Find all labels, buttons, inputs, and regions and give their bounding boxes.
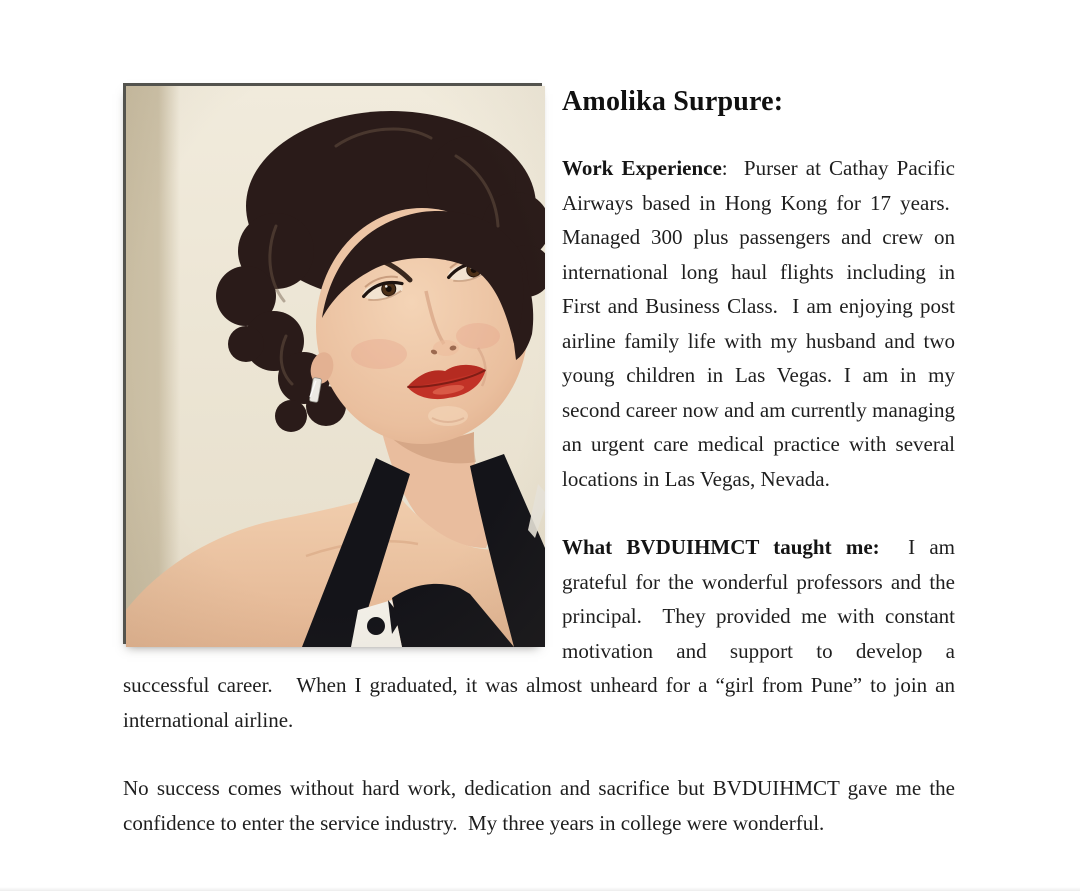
photo-vignette xyxy=(126,86,545,647)
closing-text: No success comes without hard work, dedication and sacrifice but BVDUIHMCT gave me the confidence to enter the service industry. My three years in college were wonderful. xyxy=(123,776,955,835)
work-experience-label: Work Experience xyxy=(562,156,722,180)
page-bottom-edge xyxy=(0,887,1080,891)
closing-paragraph xyxy=(123,771,955,840)
page-title: Amolika Surpure: xyxy=(562,86,784,117)
portrait-illustration xyxy=(126,86,545,647)
portrait-photo xyxy=(123,83,542,644)
taught-me-label: What BVDUIHMCT taught me: xyxy=(562,535,880,559)
taught-me-text: I am grateful for the wonderful professors and the principal. They provided me with constant motivation and support to develop a successful career. When I graduated, it was almost unheard for a “girl from Pune” to join an international airline. xyxy=(123,535,956,732)
work-experience-text: : Purser at Cathay Pacific Airways based in Hong Kong for 17 years. Managed 300 plus passengers and crew on international long haul flights including in First and Business Class. I am enjoying post airline family life with my husband and two young children in Las Vegas. I am in my second career now and am currently managing an urgent care medical practice with several locations in Las Vegas, Nevada. xyxy=(562,156,955,491)
